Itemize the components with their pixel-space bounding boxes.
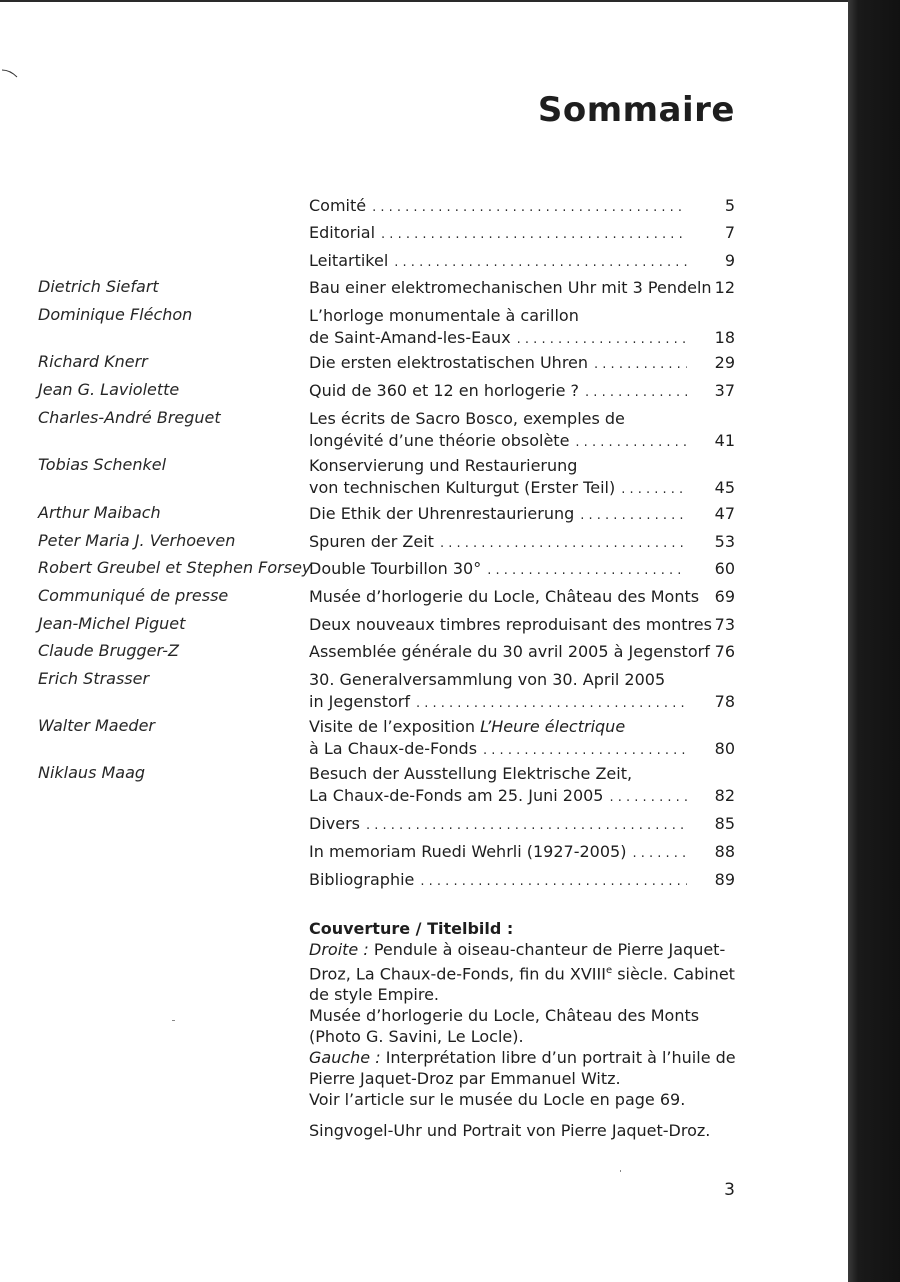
- toc-entry-text: Die ersten elektrostatischen Uhren: [309, 353, 589, 372]
- toc-author: Walter Maeder: [38, 716, 156, 735]
- dot-leader: [366, 815, 687, 837]
- toc-entry: [309, 277, 712, 301]
- dot-leader: [483, 740, 687, 762]
- dot-leader: [381, 224, 687, 246]
- toc-entry-line: [309, 841, 687, 865]
- toc-page-number: 85: [714, 814, 735, 833]
- toc-page-number: 80: [714, 739, 735, 758]
- dot-leader: [632, 843, 687, 865]
- toc-page-number: 18: [714, 328, 735, 347]
- toc-entry-line: [309, 586, 700, 610]
- toc-page-number: 5: [724, 196, 735, 215]
- toc-entry-line: [309, 531, 687, 555]
- toc-entry-line: Visite de l’exposition L’Heure électrique: [309, 717, 626, 736]
- cover-museum-line-2: (Photo G. Savini, Le Locle).: [309, 1027, 524, 1047]
- toc-page-number: 12: [714, 278, 735, 297]
- toc-entry-text: in Jegenstorf: [309, 692, 410, 711]
- toc-author: Erich Strasser: [38, 669, 150, 688]
- toc-entry-text: La Chaux-de-Fonds am 25. Juni 2005: [309, 786, 604, 805]
- toc-page-number: 60: [714, 559, 735, 578]
- toc-entry: [309, 503, 687, 527]
- toc-entry-line: [309, 813, 687, 837]
- toc-entry: [309, 763, 687, 809]
- toc-entry-line: [309, 785, 687, 809]
- toc-page-number: 76: [714, 642, 735, 661]
- toc-page-number: 7: [724, 223, 735, 242]
- toc-entry-text: Quid de 360 et 12 en horlogerie ?: [309, 381, 580, 400]
- toc-entry-text: Comité: [309, 196, 367, 215]
- cover-right-superscript: e: [605, 965, 613, 976]
- toc-entry: [309, 250, 687, 274]
- dot-leader: [594, 354, 687, 376]
- toc-entry-text: Bau einer elektromechanischen Uhr mit 3 Pendeln: [309, 278, 712, 297]
- toc-author: Charles-André Breguet: [38, 408, 221, 427]
- toc-author: Claude Brugger-Z: [38, 641, 179, 660]
- toc-entry-line: [309, 869, 687, 893]
- toc-entry-line: Besuch der Ausstellung Elektrische Zeit,: [309, 764, 633, 783]
- toc-author: Jean G. Laviolette: [38, 380, 180, 399]
- cover-heading: Couverture / Titelbild :: [309, 919, 514, 938]
- toc-page-number: 69: [714, 587, 735, 606]
- exhibition-title: L’Heure électrique: [480, 717, 626, 736]
- dot-leader: [487, 560, 687, 582]
- toc-page-number: 47: [714, 504, 735, 523]
- toc-author: Arthur Maibach: [38, 503, 161, 522]
- toc-page-number: 88: [714, 842, 735, 861]
- toc-page-number: 78: [714, 692, 735, 711]
- toc-entry-line: 30. Generalversammlung von 30. April 2005: [309, 670, 666, 689]
- dot-leader: [394, 252, 687, 274]
- toc-entry: [309, 195, 687, 219]
- toc-entry: [309, 841, 687, 865]
- toc-entry-text: In memoriam Ruedi Wehrli (1927-2005): [309, 842, 627, 861]
- toc-entry-line: L’horloge monumentale à carillon: [309, 306, 579, 325]
- toc-page-number: 41: [714, 431, 735, 450]
- corner-mark: [2, 68, 18, 78]
- dot-leader: [609, 787, 687, 809]
- toc-page-number: 89: [714, 870, 735, 889]
- toc-entry-line: [309, 277, 712, 301]
- toc-entry: [309, 716, 687, 762]
- dot-leader: [440, 533, 687, 555]
- toc-entry: [309, 222, 687, 246]
- toc-entry-line: [309, 195, 687, 219]
- cover-museum-line-1: Musée d’horlogerie du Locle, Château des Monts: [309, 1006, 700, 1026]
- toc-entry-text: longévité d’une théorie obsolète: [309, 431, 570, 450]
- dot-leader: [517, 329, 687, 351]
- toc-entry-text: Spuren der Zeit: [309, 532, 434, 551]
- dot-leader: [580, 505, 687, 527]
- cover-right-text-2: siècle. Cabinet de style Empire.: [309, 964, 735, 1005]
- toc-entry-line: [309, 380, 687, 404]
- page-title: Sommaire: [537, 90, 735, 130]
- toc-author: Tobias Schenkel: [38, 455, 167, 474]
- toc-author: Richard Knerr: [38, 352, 148, 371]
- toc-entry-text: Editorial: [309, 223, 376, 242]
- cover-left-label: Gauche :: [309, 1048, 381, 1068]
- toc-entry-line: [309, 352, 687, 376]
- toc-entry: [309, 614, 712, 638]
- toc-entry-text: von technischen Kulturgut (Erster Teil): [309, 478, 616, 497]
- toc-entry: [309, 869, 687, 893]
- toc-entry: [309, 669, 687, 715]
- toc-author: Peter Maria J. Verhoeven: [38, 531, 236, 550]
- page-number: 3: [724, 1180, 735, 1200]
- cover-see-article: Voir l’article sur le musée du Locle en page 69.: [309, 1090, 686, 1110]
- dot-leader: [416, 693, 687, 715]
- toc-page-number: 73: [714, 615, 735, 634]
- toc-entry-line: [309, 430, 687, 454]
- toc-entry-line: [309, 503, 687, 527]
- toc-page-number: 45: [714, 478, 735, 497]
- toc-entry-text: Bibliographie: [309, 870, 415, 889]
- toc-entry-line: Les écrits de Sacro Bosco, exemples de: [309, 409, 625, 428]
- toc-page-number: 37: [714, 381, 735, 400]
- toc-author: Dietrich Siefart: [38, 277, 159, 296]
- toc-author: Jean-Michel Piguet: [38, 614, 186, 633]
- toc-entry-text: à La Chaux-de-Fonds: [309, 739, 478, 758]
- toc-entry-line: [309, 222, 687, 246]
- toc-author: Communiqué de presse: [38, 586, 229, 605]
- toc-entry-text: Assemblée générale du 30 avril 2005 à Jegenstorf: [309, 642, 710, 661]
- toc-page-number: 53: [714, 532, 735, 551]
- toc-entry-text: Musée d’horlogerie du Locle, Château des Monts: [309, 587, 700, 606]
- cover-right-label: Droite :: [309, 940, 369, 959]
- toc-entry: [309, 408, 687, 454]
- toc-entry: [309, 380, 687, 404]
- toc-entry: [309, 455, 687, 501]
- toc-entry-text: Double Tourbillon 30°: [309, 559, 482, 578]
- toc-entry-line: [309, 477, 687, 501]
- cover-left-text: Interprétation libre d’un portrait à l’huile de Pierre Jaquet-Droz par Emmanuel Witz.: [309, 1048, 736, 1089]
- cover-caption: [309, 918, 759, 1141]
- scan-edge-shadow: [848, 0, 900, 1282]
- toc-entry-text: Die Ethik der Uhrenrestaurierung: [309, 504, 575, 523]
- toc-entry-text: Deux nouveaux timbres reproduisant des montres: [309, 615, 712, 634]
- toc-entry-line: [309, 691, 687, 715]
- toc-entry: [309, 586, 700, 610]
- toc-entry-text: de Saint-Amand-les-Eaux: [309, 328, 511, 347]
- scan-speck: [172, 1020, 175, 1021]
- cover-right-caption: [309, 939, 759, 1005]
- toc-author: Robert Greubel et Stephen Forsey: [38, 558, 312, 577]
- dot-leader: [372, 197, 687, 219]
- toc-page-number: 29: [714, 353, 735, 372]
- scan-speck: [620, 1170, 621, 1172]
- toc-page-number: 82: [714, 786, 735, 805]
- toc-author: Niklaus Maag: [38, 763, 146, 782]
- toc-entry-line: [309, 558, 687, 582]
- toc-entry-line: [309, 641, 710, 665]
- toc-entry-line: [309, 614, 712, 638]
- toc-entry: [309, 305, 687, 351]
- dot-leader: [585, 382, 687, 404]
- toc-entry: [309, 641, 710, 665]
- toc-entry-line: [309, 327, 687, 351]
- dot-leader: [575, 432, 687, 454]
- toc-entry: [309, 558, 687, 582]
- toc-entry: [309, 352, 687, 376]
- toc-entry-line: [309, 738, 687, 762]
- toc-entry-line: Konservierung und Restaurierung: [309, 456, 578, 475]
- cover-german-line: Singvogel-Uhr und Portrait von Pierre Jaquet-Droz.: [309, 1121, 711, 1141]
- top-rule: [0, 0, 848, 2]
- cover-left-caption: [309, 1047, 759, 1089]
- toc-entry-line: [309, 250, 687, 274]
- dot-leader: [420, 871, 687, 893]
- toc-entry-text: Leitartikel: [309, 251, 389, 270]
- toc-author: Dominique Fléchon: [38, 305, 193, 324]
- toc-entry: [309, 813, 687, 837]
- toc-entry-text: Divers: [309, 814, 360, 833]
- cover-right-text-1: Pendule à oiseau-chanteur de Pierre Jaquet-Droz, La Chaux-de-Fonds, fin du XVIII: [309, 940, 726, 984]
- toc-entry: [309, 531, 687, 555]
- dot-leader: [621, 479, 687, 501]
- toc-page-number: 9: [724, 251, 735, 270]
